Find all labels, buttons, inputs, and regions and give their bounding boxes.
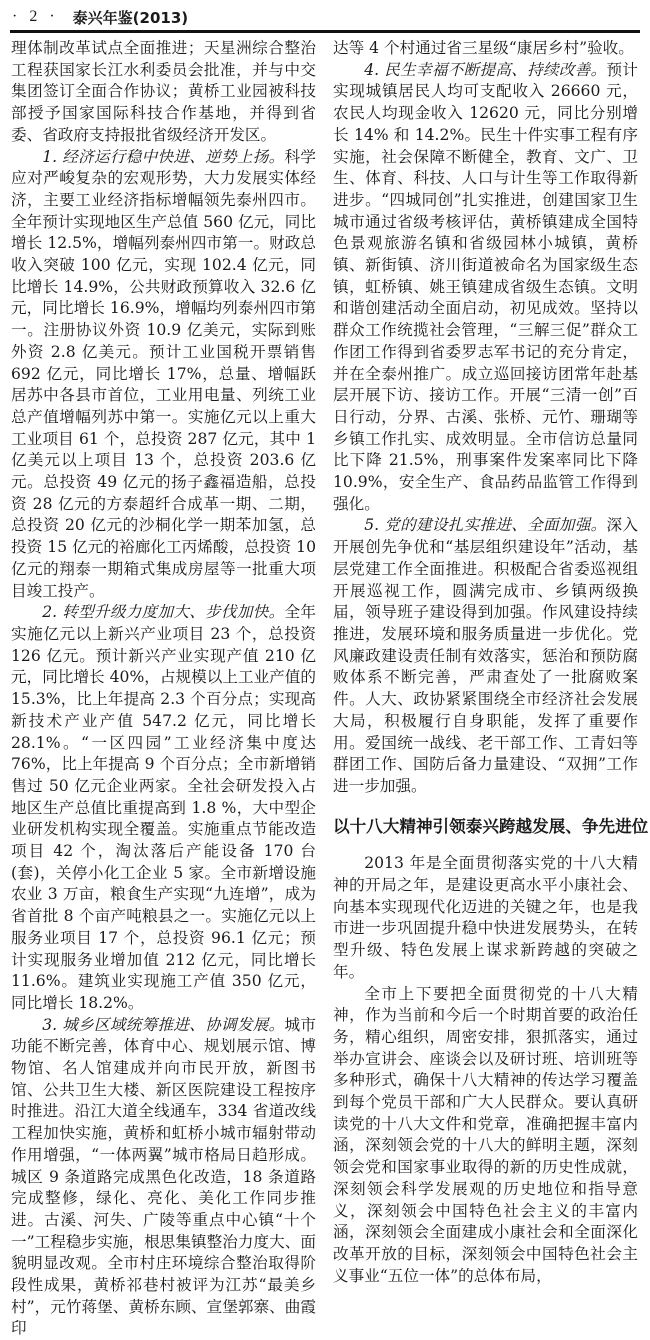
paragraph-lead: 4. 民生幸福不断提高、持续改善。 — [364, 60, 607, 79]
paragraph — [11, 1015, 316, 1340]
paragraph — [333, 38, 638, 60]
paragraph-body: 预计实现城镇居民人均可支配收入 26660 元，农民人均现金收入 12620 元，同比分别增长 14% 和 14.2%。民生十件实事工程有序实施，社会保障不断健全，教育、文广、卫生、体育、科技、人口与计生等工作取得新进步。“四城同创”扎实推进，创建国家卫生城市通过省级考核评估，黄桥镇建成全国特色景观旅游名镇和省级园林小城镇，黄桥镇、新街镇、济川街道被命名为国家级生态镇，虹桥镇、姚王镇建成省级生态镇。文明和谐创建活动全面启动，初见成效。坚持以群众工作统揽社会管理，“三解三促”群众工作团工作得到省委罗志军书记的充分肯定，并在全泰州推广。成立巡回接访团常年赴基层开展下访、接访工作。开展“三清一创”百日行动，分界、古溪、张桥、元竹、珊瑚等乡镇工作扎实、成效明显。全市信访总量同比下降 21.5%，刑事案件发案率同比下降 10.9%，安全生产、食品药品监管工作得到强化。 — [333, 60, 638, 513]
paragraph: 2013 年是全面贯彻落实党的十八大精神的开局之年，是建设更高水平小康社会、向基本实现现代化迈进的关键之年，也是我市进一步巩固提升稳中快进发展势头，在转型升级、特色发展上谋求新跨越的突破之年。 — [333, 854, 638, 981]
paragraph-body: 科学应对严峻复杂的宏观形势，大力发展实体经济，主要工业经济指标增幅领先泰州四市。全年预计实现地区生产总值 560 亿元，同比增长 12.5%，增幅列泰州四市第一。财政总收入突破 100 亿元，实现 102.4 亿元，同比增长 14.9%，公共财政预算收入 32.6 亿元，同比增长 16.9%，增幅均列泰州四市第一。注册协议外资 10.9 亿美元，实际到账外资 2.8 亿美元。预计工业国税开票销售 692 亿元，同比增长 17%，总量、增幅跃居苏中各县市首位，工业用电量、列统工业总产值增幅列苏中第一。实施亿元以上重大工业项目 61 个，总投资 287 亿元，其中 1 亿美元以上项目 13 个，总投资 203.6 亿元。总投资 49 亿元的扬子鑫福造船，总投资 28 亿元的方泰超纤合成革一期、二期，总投资 20 亿元的沙桐化学一期苯加氢，总投资 15 亿元的裕廊化工丙烯酸，总投资 10 亿元的翔泰一期箱式集成房屋等一批重大项目竣工投产。 — [11, 147, 316, 600]
paragraph — [11, 602, 316, 1014]
section-heading: 以十八大精神引领泰兴跨越发展、争先进位 — [333, 816, 649, 836]
paragraph-lead: 5. 党的建设扎实推进、全面加强。 — [364, 516, 607, 535]
page-number: · 2 · — [12, 8, 59, 25]
paragraph — [11, 38, 316, 147]
paragraph — [333, 515, 638, 797]
paragraph-body: 达等 4 个村通过省三星级“康居乡村”验收。 — [333, 39, 634, 57]
paragraph-lead: 1. 经济运行稳中快进、逆势上扬。 — [42, 147, 285, 166]
paragraph-lead: 3. 城乡区域统筹推进、协调发展。 — [42, 1015, 285, 1034]
paragraph-lead: 2. 转型升级力度加大、步伐加快。 — [42, 603, 285, 622]
paragraph-body: 全年实施亿元以上新兴产业项目 23 个，总投资 126 亿元。预计新兴产业实现产值 210 亿元，同比增长 40%，占规模以上工业产值的 15.3%，比上年提高 2.3 个百分点；实现高新技术产业产值 547.2 亿元，同比增长 28.1%。“一区四园”工业经济集中度达 76%，比上年提高 9 个百分点；全市新增销售过 50 亿元企业两家。全社会研发投入占地区生产总值比重提高到 1.8 %，大中型企业研发机构实现全覆盖。实施重点节能改造项目 42 个，淘汰落后产能设备 170 台(套)，关停小化工企业 5 家。全市新增设施农业 3 万亩，粮食生产实现“九连增”，成为省首批 8 个亩产吨粮县之一。实施亿元以上服务业项目 17 个，总投资 96.1 亿元；预计实现服务业增加值 212 亿元，同比增长 11.6%。建筑业实现施工产值 350 亿元，同比增长 18.2%。 — [11, 603, 316, 1012]
paragraph: 全市上下要把全面贯彻党的十八大精神，作为当前和今后一个时期首要的政治任务，精心组织，周密安排，狠抓落实，通过举办宣讲会、座谈会以及研讨班、培训班等多种形式，确保十八大精神的传达学习覆盖到每个党员干部和广大人民群众。要认真研读党的十八大文件和党章，准确把握丰富内涵，深刻领会党的十八大的鲜明主题，深刻领会党和国家事业取得的新的历史性成就，深刻领会科学发展观的历史地位和指导意义，深刻领会中国特色社会主义的丰富内涵，深刻领会全面建成小康社会和全面深化改革开放的目标，深刻领会中国特色社会主义事业“五位一体”的总体布局， — [333, 984, 638, 1285]
paragraph-body: 城市功能不断完善，体育中心、规划展示馆、博物馆、名人馆建成并向市民开放，新图书馆、公共卫生大楼、新区医院建设工程按序时推进。沿江大道全线通车，334 省道改线工程加快实施，黄桥和虹桥小城市辐射带动作用增强，“一体两翼”城市格局日趋形成。城区 9 条道路完成黑色化改造，18 条道路完成整修，绿化、亮化、美化工作同步推进。古溪、河失、广陵等重点中心镇“十个一”工程稳步实施，根思集镇整治力度大、面貌明显改观。全市村庄环境综合整治取得阶段性成果，黄桥祁巷村被评为江苏“最美乡村”，元竹蒋堡、黄桥东顾、宣堡郭寨、曲霞印 — [11, 1015, 316, 1338]
running-header — [12, 6, 188, 28]
left-column — [11, 38, 316, 1340]
paragraph — [11, 147, 316, 603]
paragraph-body: 深入开展创先争优和“基层组织建设年”活动，基层党建工作全面推进。积极配合省委巡视组开展巡视工作，圆满完成市、乡镇两级换届，领导班子建设得到加强。作风建设持续推进，发展环境和服务质量进一步优化。党风廉政建设责任制有效落实，惩治和预防腐败体系不断完善，严肃查处了一批腐败案件。人大、政协紧紧围绕全市经济社会发展大局，积极履行自身职能，发挥了重要作用。爱国统一战线、老干部工作、工青妇等群团工作、国防后备力量建设、“双拥”工作进一步加强。 — [333, 516, 638, 795]
header-rule — [10, 30, 640, 33]
right-column — [333, 38, 649, 1287]
paragraph-body: 理体制改革试点全面推进；天星洲综合整治工程获国家长江水利委员会批准，并与中交集团签订全面合作协议；黄桥工业园被科技部授予国家国际科技合作基地，并得到省委、省政府支持报批省级经济开发区。 — [11, 39, 316, 144]
book-title: 泰兴年鉴(2013) — [72, 8, 189, 27]
paragraph — [333, 60, 638, 516]
